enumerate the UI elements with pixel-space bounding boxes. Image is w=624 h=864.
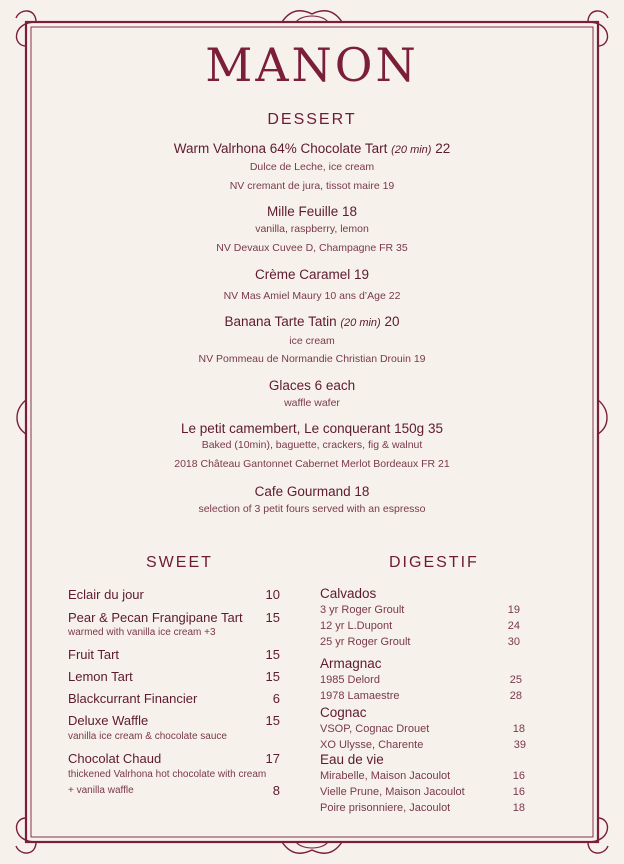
digestif-item-price: 16	[512, 786, 525, 798]
dessert-pairing: 2018 Château Gantonnet Cabernet Merlot Bordeaux FR 21	[174, 458, 450, 470]
dessert-pairing: NV Mas Amiel Maury 10 ans d’Age 22	[223, 290, 401, 302]
sweet-item-price: 15	[265, 713, 280, 728]
digestif-item-name: 1985 Delord	[320, 674, 380, 686]
digestif-item-price: 24	[507, 620, 520, 632]
digestif-item-price: 25	[509, 674, 522, 686]
digestif-category: Eau de vie	[320, 752, 384, 767]
digestif-item-name: 3 yr Roger Groult	[320, 604, 405, 616]
digestif-item-name: Vielle Prune, Maison Jacoulot	[320, 786, 465, 798]
digestif-item-name: Mirabelle, Maison Jacoulot	[320, 770, 451, 782]
dessert-desc: waffle wafer	[284, 397, 340, 409]
digestif-item-price: 18	[512, 802, 525, 814]
digestif-item-name: 1978 Lamaestre	[320, 690, 400, 702]
digestif-category: Cognac	[320, 705, 367, 720]
dessert-pairing: NV cremant de jura, tissot maire 19	[229, 180, 395, 192]
dessert-desc: Dulce de Leche, ice cream	[249, 161, 375, 173]
dessert-desc: vanilla, raspberry, lemon	[255, 223, 369, 235]
digestif-item-name: 12 yr L.Dupont	[320, 620, 393, 632]
dessert-item-mille-feuille: Mille Feuille 18	[266, 204, 358, 219]
dessert-desc: Baked (10min), baguette, crackers, fig & walnut	[201, 439, 423, 451]
dessert-pairing: NV Devaux Cuvee D, Champagne FR 35	[216, 242, 408, 254]
sweet-item-name: Chocolat Chaud	[68, 751, 162, 766]
digestif-item-price: 16	[512, 770, 525, 782]
sweet-item-price: 17	[265, 751, 280, 766]
sweet-item-name: Lemon Tart	[68, 669, 133, 684]
brand-logo: MANON	[205, 38, 419, 92]
sweet-item-name: Fruit Tart	[68, 647, 120, 662]
digestif-category: Calvados	[320, 586, 377, 601]
sweet-item-note: thickened Valrhona hot chocolate with cream	[68, 769, 267, 780]
digestif-heading: DIGESTIF	[389, 554, 479, 571]
sweet-item-name: Eclair du jour	[68, 587, 144, 602]
sweet-item-name: Deluxe Waffle	[68, 713, 149, 728]
digestif-item-price: 19	[507, 604, 520, 616]
dessert-item-banana-tarte: Banana Tarte Tatin (20 min) 20	[224, 314, 400, 329]
digestif-item-price: 28	[509, 690, 522, 702]
sweet-item-note: vanilla ice cream & chocolate sauce	[68, 731, 227, 742]
sweet-item-price: 15	[265, 647, 280, 662]
dessert-item-chocolate-tart: Warm Valrhona 64% Chocolate Tart (20 min) 22	[173, 141, 451, 156]
digestif-item-price: 30	[507, 636, 520, 648]
digestif-item-price: 18	[512, 723, 525, 735]
sweet-item-name: Blackcurrant Financier	[68, 691, 198, 706]
digestif-item-name: XO Ulysse, Charente	[320, 739, 424, 751]
sweet-item-name: Pear & Pecan Frangipane Tart	[68, 610, 243, 625]
dessert-item-camembert: Le petit camembert, Le conquerant 150g 35	[181, 421, 443, 436]
digestif-item-name: VSOP, Cognac Drouet	[320, 723, 430, 735]
dessert-item-creme-caramel: Crème Caramel 19	[254, 267, 370, 282]
sweet-item-price: 15	[265, 610, 280, 625]
digestif-item-name: Poire prisonniere, Jacoulot	[320, 802, 451, 814]
digestif-item-price: 39	[513, 739, 526, 751]
digestif-category: Armagnac	[320, 656, 382, 671]
dessert-pairing: NV Pommeau de Normandie Christian Drouin 19	[198, 353, 426, 365]
sweet-item-price: 15	[265, 669, 280, 684]
dessert-item-glaces: Glaces 6 each	[268, 378, 356, 393]
digestif-item-name: 25 yr Roger Groult	[320, 636, 411, 648]
sweet-item-price: 6	[272, 691, 280, 706]
dessert-desc: selection of 3 petit fours served with an espresso	[198, 503, 426, 515]
sweet-item-note: warmed with vanilla ice cream +3	[68, 627, 216, 638]
sweet-item-price: 8	[272, 783, 280, 798]
sweet-item-note: + vanilla waffle	[68, 785, 134, 796]
sweet-heading: SWEET	[146, 554, 213, 571]
dessert-heading: DESSERT	[267, 111, 357, 128]
dessert-item-cafe-gourmand: Cafe Gourmand 18	[254, 484, 370, 499]
dessert-desc: ice cream	[289, 335, 335, 347]
sweet-item-price: 10	[265, 587, 280, 602]
